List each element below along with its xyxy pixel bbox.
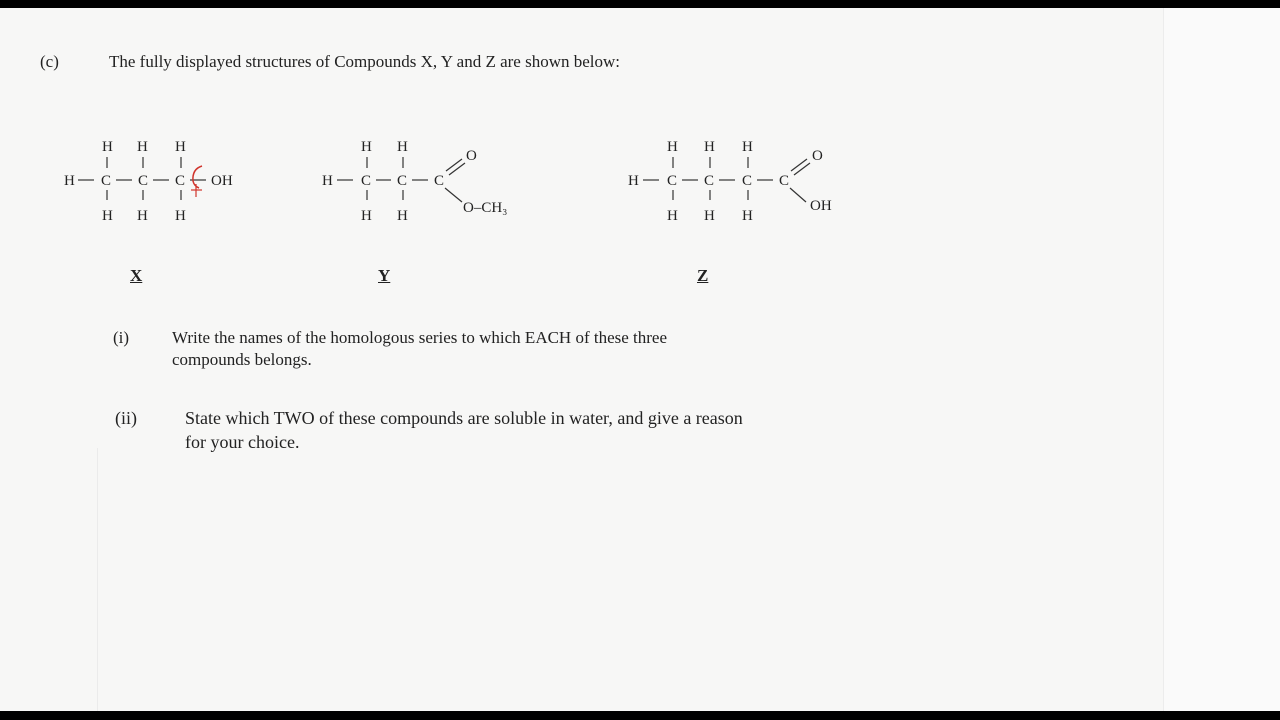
atom-oh: OH: [211, 173, 233, 189]
subquestion-i-line2: compounds belongs.: [172, 350, 312, 369]
atom-h: H: [175, 208, 186, 224]
structure-z: [626, 126, 856, 226]
atom-h: H: [742, 139, 753, 155]
label-y: Y: [378, 266, 391, 285]
atom-o: O: [466, 148, 477, 164]
annotation-mark: [193, 166, 202, 188]
left-margin-line: [97, 448, 98, 711]
subquestion-ii-line2: for your choice.: [185, 432, 300, 452]
atom-h: H: [667, 139, 678, 155]
atom-h: H: [137, 139, 148, 155]
subquestion-i-line1: Write the names of the homologous series to which EACH of these three: [172, 328, 668, 347]
atom-h: H: [361, 139, 372, 155]
structure-x: [60, 126, 260, 226]
atom-h: H: [704, 208, 715, 224]
subquestion-ii-line1: State which TWO of these compounds are soluble in water, and give a reason: [185, 408, 743, 428]
atom-h: H: [397, 139, 408, 155]
atom-c: C: [667, 173, 678, 189]
atom-h: H: [137, 208, 148, 224]
atom-c: C: [138, 173, 149, 189]
part-label: (c): [40, 52, 59, 71]
atom-c: C: [742, 173, 753, 189]
atom-c: C: [175, 173, 186, 189]
label-x: X: [130, 266, 143, 285]
atom-c: C: [434, 173, 445, 189]
atom-h: H: [397, 208, 408, 224]
atom-h: H: [704, 139, 715, 155]
subquestion-i-label: (i): [113, 328, 130, 347]
atom-h: H: [667, 208, 678, 224]
atom-och3: O–CH₃: [463, 200, 508, 216]
atom-h: H: [175, 139, 186, 155]
atom-o: O: [812, 148, 823, 164]
atom-c: C: [704, 173, 715, 189]
right-margin: [1163, 8, 1280, 711]
atom-c: C: [101, 173, 112, 189]
atom-h: H: [102, 208, 113, 224]
subquestion-ii-label: (ii): [115, 408, 137, 428]
worksheet-page: [0, 8, 1280, 711]
structure-y: [320, 126, 550, 226]
atom-c: C: [779, 173, 790, 189]
atom-c: C: [397, 173, 408, 189]
atom-c: C: [361, 173, 372, 189]
atom-h: H: [628, 173, 639, 189]
atom-h: H: [64, 173, 75, 189]
question-intro: The fully displayed structures of Compounds X, Y and Z are shown below:: [109, 52, 621, 71]
atom-h: H: [742, 208, 753, 224]
atom-h: H: [102, 139, 113, 155]
atom-oh: OH: [810, 198, 832, 214]
atom-h: H: [322, 173, 333, 189]
label-z: Z: [697, 266, 709, 285]
atom-h: H: [361, 208, 372, 224]
